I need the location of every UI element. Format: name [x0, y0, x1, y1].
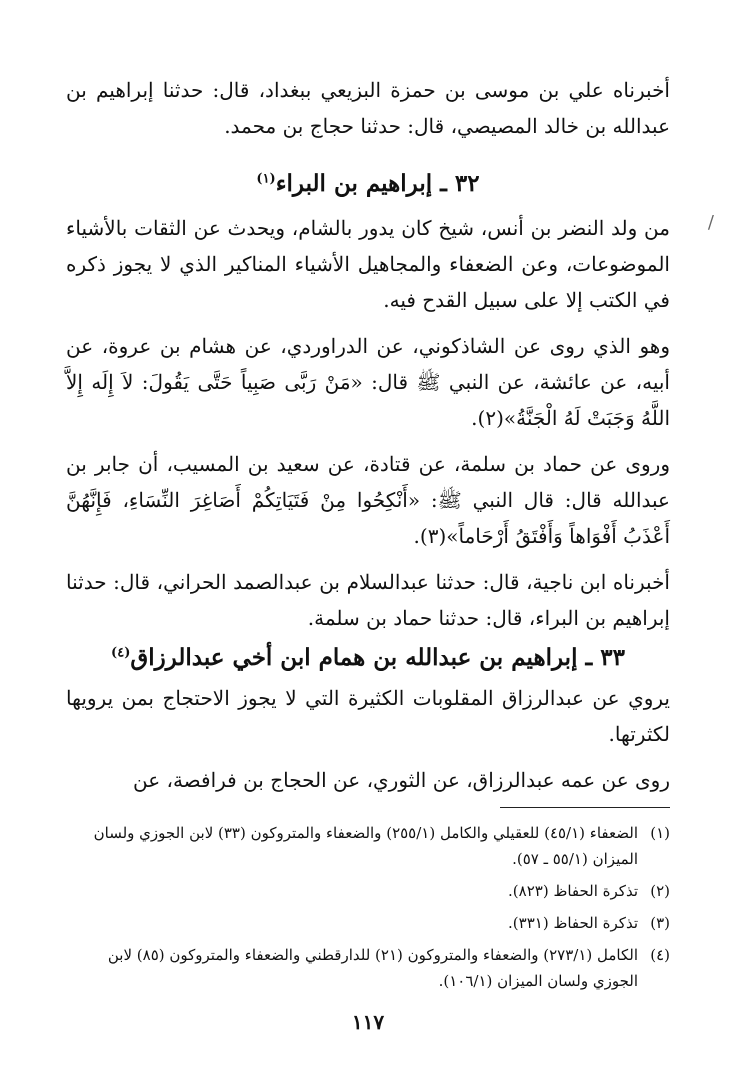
entry-32-body: [66, 210, 670, 636]
entry-33-body: [66, 680, 670, 798]
entry-33-footnote-ref: (٤): [111, 645, 131, 661]
footnote-text: الضعفاء (٤٥/١) للعقيلي والكامل (٢٥٥/١) والضعفاء والمتروكون (٣٣) لابن الجوزي ولسان الميزان (٥٥/١ ـ ٥٧).: [93, 824, 638, 868]
footnote-number: (٢): [650, 882, 670, 900]
entry-32-paragraph-4: أخبرناه ابن ناجية، قال: حدثنا عبدالسلام بن عبدالصمد الحراني، قال: حدثنا إبراهيم بن البراء، قال: حدثنا حماد بن سلمة.: [66, 570, 670, 630]
entry-32-title: ٣٢ ـ إبراهيم بن البراء: [275, 170, 480, 197]
footnote-number: (١): [650, 824, 670, 842]
entry-32-paragraph-3: وروى عن حماد بن سلمة، عن قتادة، عن سعيد بن المسيب، أن جابر بن عبدالله قال: قال النبي ﷺ: «أَنْكِحُوا مِنْ فَتَيَاتِكُمْ أَصَاغِرَ النِّسَاءِ، فَإِنَّهُنَّ أَعْذَبُ أَفْوَاهاً وَأَفْتَقُ أَرْحَاماً»(٣).: [66, 452, 670, 548]
intro-paragraph: أخبرناه علي بن موسى بن حمزة البزيعي ببغداد، قال: حدثنا إبراهيم بن عبدالله بن خالد المصيصي، قال: حدثنا حجاج بن محمد.: [66, 78, 670, 138]
footnote-number: (٤): [650, 946, 670, 964]
footnote-divider: [500, 807, 670, 808]
entry-33-title: ٣٣ ـ إبراهيم بن عبدالله بن همام ابن أخي عبدالرزاق: [130, 644, 625, 671]
footnotes: [66, 820, 670, 994]
footnote-1: [66, 820, 670, 872]
entry-32-footnote-ref: (١): [256, 171, 276, 187]
intro-section: [66, 72, 670, 144]
footnote-text: تذكرة الحفاظ (٣٣١).: [508, 914, 638, 932]
entry-32-heading: [66, 166, 670, 202]
entry-33-heading: [66, 640, 670, 676]
footnote-4: [66, 942, 670, 994]
footnote-text: الكامل (٢٧٣/١) والضعفاء والمتروكون (٢١) للدارقطني والضعفاء والمتروكون (٨٥) لابن الجوزي ولسان الميزان (١٠٦/١).: [107, 946, 638, 990]
margin-mark: /: [707, 212, 714, 233]
footnote-2: [66, 878, 670, 904]
entry-33-paragraph-1: يروي عن عبدالرزاق المقلوبات الكثيرة التي لا يجوز الاحتجاج بمن يرويها لكثرتها.: [66, 686, 670, 746]
footnote-text: تذكرة الحفاظ (٨٢٣).: [508, 882, 638, 900]
footnote-number: (٣): [650, 914, 670, 932]
entry-32-paragraph-2: وهو الذي روى عن الشاذكوني، عن الدراوردي، عن هشام بن عروة، عن أبيه، عن عائشة، عن النبي ﷺ قال: «مَنْ رَبَّى صَبِياً حَتَّى يَقُولَ: لاَ إِلَه إِلاَّ اللَّهُ وَجَبَتْ لَهُ الْجَنَّةُ»(٢).: [66, 334, 670, 430]
entry-33-paragraph-2: روى عن عمه عبدالرزاق، عن الثوري، عن الحجاج بن فرافصة، عن: [132, 768, 670, 792]
entry-32-paragraph-1: من ولد النضر بن أنس، شيخ كان يدور بالشام، ويحدث عن الثقات بالأشياء الموضوعات، وعن الضعفاء والمجاهيل الأشياء المناكير الذي لا يجوز ذكره في الكتب إلا على سبيل القدح فيه.: [66, 216, 670, 312]
page-number: ١١٧: [351, 1010, 385, 1034]
footnote-3: [66, 910, 670, 936]
